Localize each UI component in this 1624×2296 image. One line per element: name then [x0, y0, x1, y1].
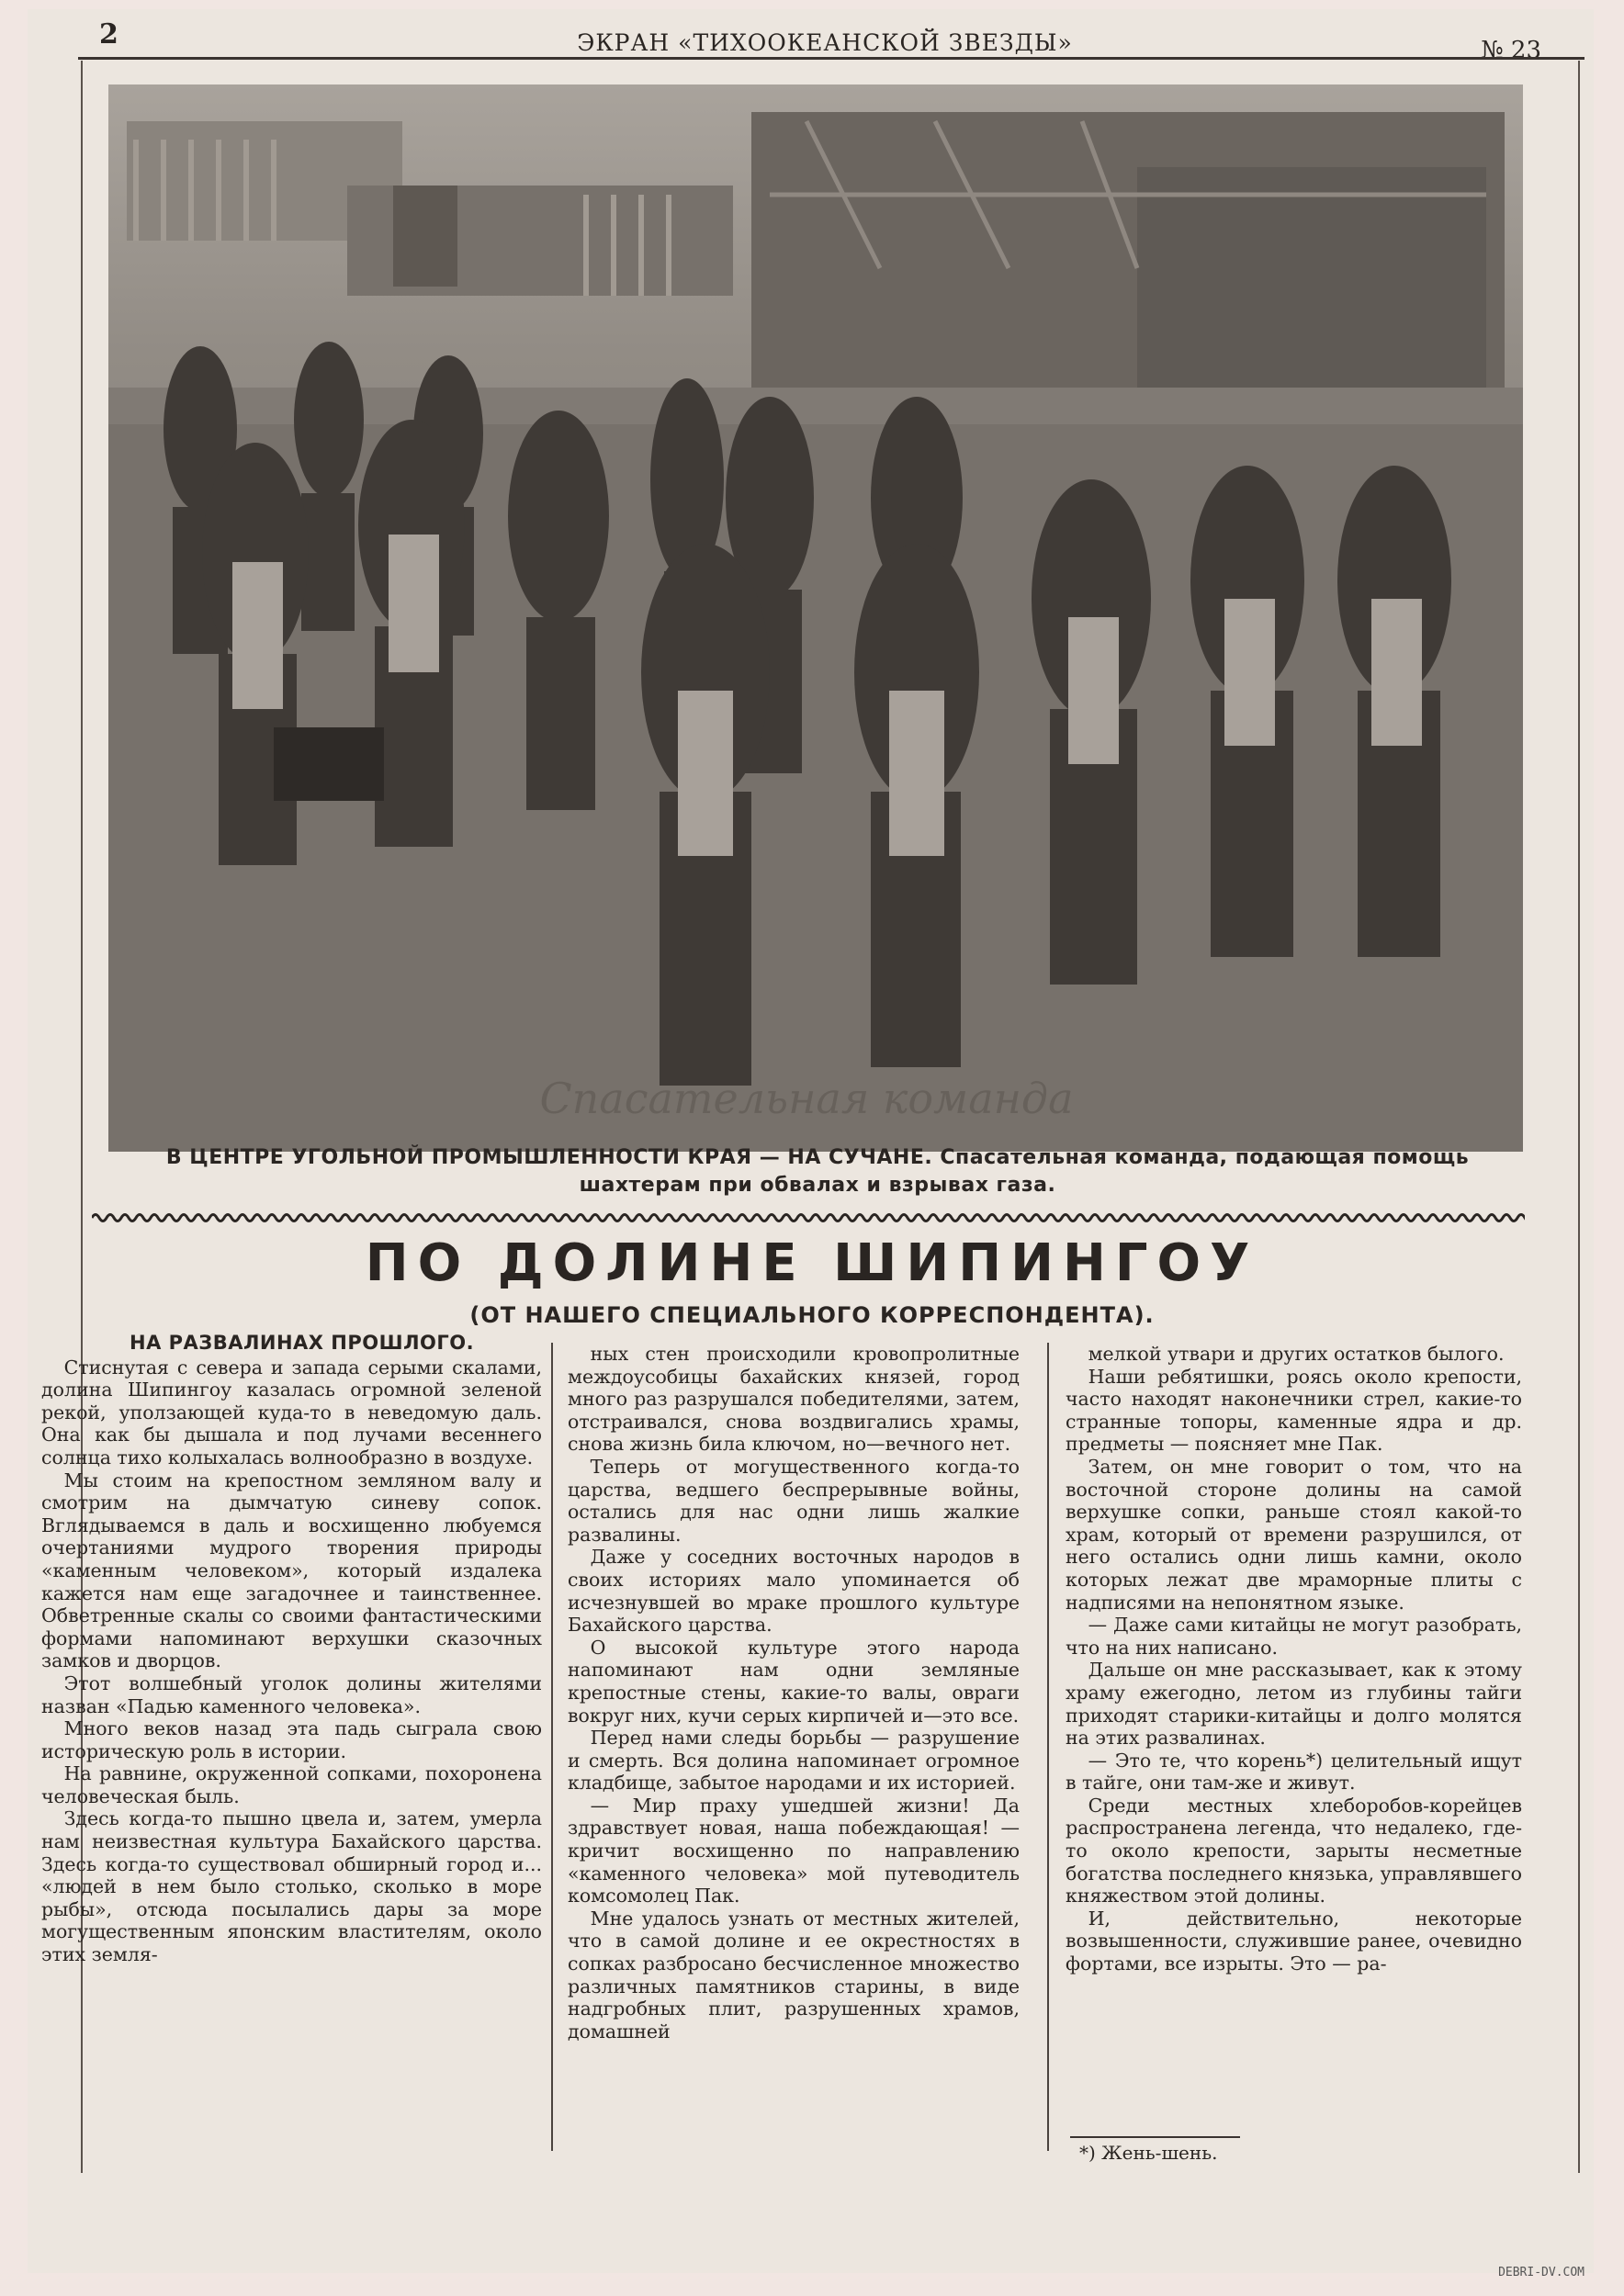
- issue-number: № 23: [1481, 37, 1541, 64]
- column-rule-1: [551, 1343, 553, 2151]
- site-watermark: DEBRI-DV.COM: [1498, 2266, 1585, 2279]
- article-paragraph: Этот волшебный уголок долины жителями назван «Падью каменного человека».: [41, 1671, 542, 1717]
- article-paragraph: Много веков назад эта падь сыграла свою историческую роль в истории.: [41, 1717, 542, 1762]
- article-paragraph: Здесь когда-то пышно цвела и, затем, умерла нам неизвестная культура Бахайского царства. Здесь когда-то существовал обширный город и... «людей в нем было столько, сколько в море рыбы», отсюда посылались дары за море могущественным японским властителям, около этих земля-: [41, 1807, 542, 1966]
- article-paragraph: Мы стоим на крепостном земляном валу и смотрим на дымчатую синеву сопок. Вглядываемся в даль и восхищенно любуемся очертаниями мудрого творения природы «каменным человеком», который издалека кажется нам еще загадочнее и таинственнее. Обветренные скалы со своими фантастическими формами напоминают верхушки сказочных замков и дворцов.: [41, 1469, 542, 1672]
- column-3-paragraphs: [1066, 1343, 1522, 1975]
- article-paragraph: Даже у соседних восточных народов в своих историях мало упоминается об исчезнувшей во мраке прошлого культуре Бахайского царства.: [568, 1546, 1020, 1637]
- rescue-team-photo: [108, 84, 1523, 1152]
- article-paragraph: И, действительно, некоторые возвышенности, служившие ранее, очевидно фортами, все изрыты. Это — ра-: [1066, 1907, 1522, 1975]
- article-paragraph: Наши ребятишки, роясь около крепости, часто находят наконечники стрел, какие-то странные топоры, каменные ядра и др. предметы — поясняет мне Пак.: [1066, 1365, 1522, 1456]
- article-paragraph: Теперь от могущественного когда-то царства, ведшего беспрерывные войны, остались для нас одни лишь жалкие развалины.: [568, 1455, 1020, 1546]
- article-paragraph: Среди местных хлеборобов-корейцев распространена легенда, что недалеко, где-то около крепости, зарыты несметные богатства последнего князька, управлявшего княжеством этой долины.: [1066, 1794, 1522, 1908]
- page-header: [72, 17, 1578, 64]
- article-column-1: [41, 1332, 542, 2140]
- column-2-paragraphs: [568, 1343, 1020, 2043]
- photo-inscription: Спасательная команда: [539, 1074, 1074, 1123]
- footnote-rule: [1070, 2136, 1240, 2138]
- article-paragraph: О высокой культуре этого народа напоминают нам одни земляные крепостные стены, какие-то валы, овраги вокруг них, кучи серых кирпичей и—это все.: [568, 1636, 1020, 1727]
- page-number: 2: [99, 18, 118, 51]
- article-subheadline: (ОТ НАШЕГО СПЕЦИАЛЬНОГО КОРРЕСПОНДЕНТА).: [469, 1302, 1155, 1328]
- footnote: *) Жень-шень.: [1079, 2142, 1218, 2164]
- photo-caption: [119, 1144, 1516, 1199]
- wavy-divider: [92, 1210, 1525, 1225]
- article-paragraph: Стиснутая с севера и запада серыми скалами, долина Шипингоу казалась огромной зеленой рекой, уползающей куда-то в неведомую даль. Она как бы дышала и под лучами весеннего солнца тихо колыхалась волнообразно в воздухе.: [41, 1356, 542, 1469]
- section-title: НА РАЗВАЛИНАХ ПРОШЛОГО.: [130, 1332, 475, 1354]
- column-1-paragraphs: [41, 1356, 542, 1966]
- article-paragraph: Дальше он мне рассказывает, как к этому храму ежегодно, летом из глубины тайги приходят старики-китайцы и долго молятся на этих развалинах.: [1066, 1659, 1522, 1750]
- article-paragraph: Мне удалось узнать от местных жителей, что в самой долине и ее окрестностях в сопках разбросано бесчисленное множество различных памятников старины, в виде надгробных плит, разрушенных храмов, домашней: [568, 1907, 1020, 2043]
- article-paragraph: На равнине, окруженной сопками, похоронена человеческая быль.: [41, 1762, 542, 1807]
- article-paragraph: — Даже сами китайцы не могут разобрать, что на них написано.: [1066, 1614, 1522, 1659]
- column-rule-2: [1047, 1343, 1049, 2151]
- masthead: ЭКРАН «ТИХООКЕАНСКОЙ ЗВЕЗДЫ»: [577, 29, 1073, 56]
- header-rule: [78, 57, 1585, 60]
- article-paragraph: — Мир праху ушедшей жизни! Да здравствует новая, наша побеждающая! — кричит восхищенно по направлению «каменного человека» мой путеводитель комсомолец Пак.: [568, 1794, 1020, 1908]
- article-paragraph: Затем, он мне говорит о том, что на восточной стороне долины на самой верхушке сопки, раньше стоял какой-то храм, который от времени разрушился, от него остались одни лишь камни, около которых лежат две мраморные плиты с надписями на непонятном языке.: [1066, 1455, 1522, 1614]
- article-paragraph: Перед нами следы борьбы — разрушение и смерть. Вся долина напоминает огромное кладбище, забытое народами и их историей.: [568, 1727, 1020, 1795]
- article-headline: ПО ДОЛИНЕ ШИПИНГОУ: [365, 1233, 1259, 1293]
- article-paragraph: — Это те, что корень*) целительный ищут в тайге, они там-же и живут.: [1066, 1749, 1522, 1795]
- article-paragraph: мелкой утвари и других остатков былого.: [1088, 1343, 1505, 1365]
- article-column-2: [568, 1343, 1020, 2151]
- article-column-3: [1066, 1343, 1522, 2151]
- caption-line-1: В ЦЕНТРЕ УГОЛЬНОЙ ПРОМЫШЛЕННОСТИ КРАЯ — НА СУЧАНЕ. Спасательная команда, подающая помощь: [165, 1146, 1470, 1169]
- article-paragraph: ных стен происходили кровопролитные междоусобицы бахайских князей, город много раз разрушался победителями, затем, отстраивался, снова воздвигались храмы, снова жизнь била ключом, но—вечного нет.: [568, 1343, 1020, 1456]
- caption-line-2: шахтерам при обвалах и взрывах газа.: [579, 1174, 1056, 1197]
